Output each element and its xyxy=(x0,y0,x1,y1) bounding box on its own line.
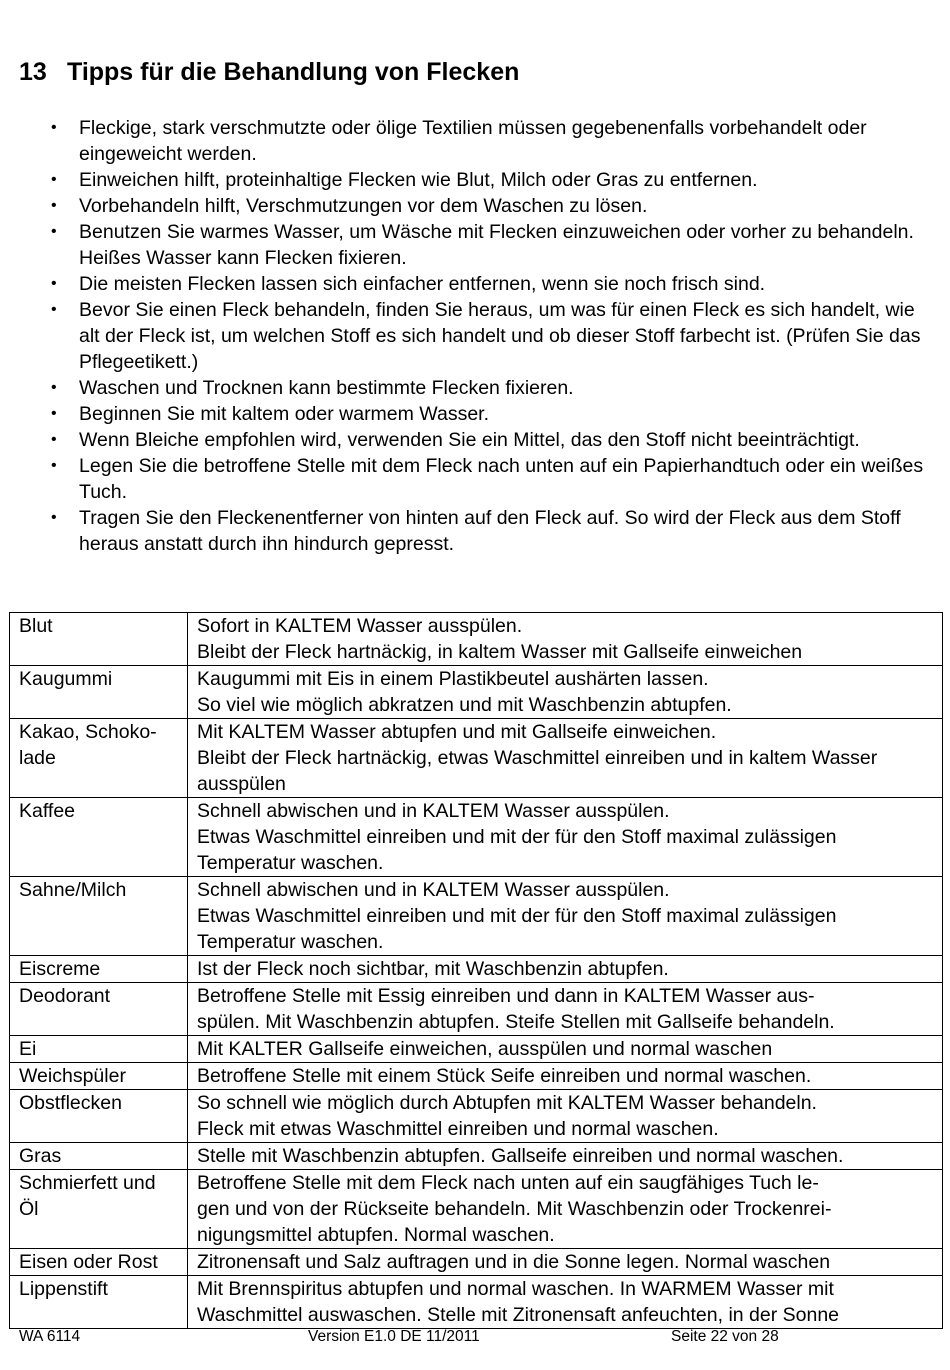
stain-row xyxy=(10,1036,943,1063)
stain-row xyxy=(10,798,943,877)
tip-text: Benutzen Sie warmes Wasser, um Wäsche mit Flecken einzuweichen oder vorher zu behandeln. Heißes Wasser kann Flecken fixieren. xyxy=(79,221,914,269)
tip-item xyxy=(0,115,940,167)
stain-treatment: Stelle mit Waschbenzin abtupfen. Gallseife einreiben und normal waschen. xyxy=(188,1143,943,1170)
stain-name: Eiscreme xyxy=(10,956,188,983)
tips-list xyxy=(0,115,940,557)
page-title xyxy=(19,55,519,89)
stain-treatment: So schnell wie möglich durch Abtupfen mit KALTEM Wasser behandeln. Fleck mit etwas Waschmittel einreiben und normal waschen. xyxy=(188,1090,943,1143)
tip-text: Bevor Sie einen Fleck behandeln, finden Sie heraus, um was für einen Fleck es sich handelt, wie alt der Fleck ist, um welchen Stoff es sich handelt und ob dieser Stoff farbecht ist. (Prüfen Sie das Pflegeetikett.) xyxy=(79,299,921,373)
footer-page-number: Seite 22 von 28 xyxy=(671,1328,779,1345)
stain-name: Ei xyxy=(10,1036,188,1063)
tip-item xyxy=(0,453,940,505)
stain-row xyxy=(10,719,943,798)
bullet-icon: • xyxy=(51,301,57,318)
stain-treatment: Zitronensaft und Salz auftragen und in die Sonne legen. Normal waschen xyxy=(188,1249,943,1276)
stain-name: Deodorant xyxy=(10,983,188,1036)
stain-name: Gras xyxy=(10,1143,188,1170)
stain-treatment: Mit KALTER Gallseife einweichen, ausspülen und normal waschen xyxy=(188,1036,943,1063)
stain-name: Lippenstift xyxy=(10,1276,188,1329)
stain-row xyxy=(10,666,943,719)
stain-treatment: Sofort in KALTEM Wasser ausspülen. Bleibt der Fleck hartnäckig, in kaltem Wasser mit Gallseife einweichen xyxy=(188,613,943,666)
stain-treatment: Schnell abwischen und in KALTEM Wasser ausspülen. Etwas Waschmittel einreiben und mit der für den Stoff maximal zulässigen Temperatur waschen. xyxy=(188,798,943,877)
stain-name: Sahne/Milch xyxy=(10,877,188,956)
section-number: 13 xyxy=(19,58,47,86)
tip-item xyxy=(0,167,940,193)
stain-name: Weichspüler xyxy=(10,1063,188,1090)
stain-treatment: Mit KALTEM Wasser abtupfen und mit Gallseife einweichen. Bleibt der Fleck hartnäckig, etwas Waschmittel einreiben und in kaltem Wasser ausspülen xyxy=(188,719,943,798)
stain-treatment: Kaugummi mit Eis in einem Plastikbeutel aushärten lassen. So viel wie möglich abkratzen und mit Waschbenzin abtupfen. xyxy=(188,666,943,719)
stain-treatment: Betroffene Stelle mit einem Stück Seife einreiben und normal waschen. xyxy=(188,1063,943,1090)
page-footer xyxy=(0,1328,950,1348)
bullet-icon: • xyxy=(51,119,57,136)
stain-name: Kaffee xyxy=(10,798,188,877)
stain-row xyxy=(10,956,943,983)
stain-table xyxy=(9,612,943,1329)
stain-row xyxy=(10,1170,943,1249)
tip-text: Vorbehandeln hilft, Verschmutzungen vor dem Waschen zu lösen. xyxy=(79,195,648,217)
tip-item xyxy=(0,271,940,297)
stain-row xyxy=(10,613,943,666)
tip-item xyxy=(0,427,940,453)
stain-name: Schmierfett und Öl xyxy=(10,1170,188,1249)
stain-treatment: Mit Brennspiritus abtupfen und normal waschen. In WARMEM Wasser mit Waschmittel auswaschen. Stelle mit Zitronensaft anfeuchten, in der Sonne xyxy=(188,1276,943,1329)
tip-text: Legen Sie die betroffene Stelle mit dem Fleck nach unten auf ein Papierhandtuch oder ein weißes Tuch. xyxy=(79,455,924,503)
tip-item xyxy=(0,401,940,427)
tip-text: Einweichen hilft, proteinhaltige Flecken wie Blut, Milch oder Gras zu entfernen. xyxy=(79,169,758,191)
stain-row xyxy=(10,1143,943,1170)
tip-item xyxy=(0,219,940,271)
stain-row xyxy=(10,1249,943,1276)
footer-model: WA 6114 xyxy=(19,1328,81,1345)
tip-item xyxy=(0,505,940,557)
tip-text: Die meisten Flecken lassen sich einfacher entfernen, wenn sie noch frisch sind. xyxy=(79,273,766,295)
stain-name: Eisen oder Rost xyxy=(10,1249,188,1276)
stain-row xyxy=(10,983,943,1036)
bullet-icon: • xyxy=(51,457,57,474)
stain-treatment: Betroffene Stelle mit Essig einreiben und dann in KALTEM Wasser aus- spülen. Mit Waschbenzin abtupfen. Steife Stellen mit Gallseife behandeln. xyxy=(188,983,943,1036)
tip-text: Tragen Sie den Fleckenentferner von hinten auf den Fleck auf. So wird der Fleck aus dem Stoff heraus anstatt durch ihn hindurch gepresst. xyxy=(79,507,901,555)
bullet-icon: • xyxy=(51,509,57,526)
stain-table-body xyxy=(10,613,943,1329)
stain-name: Kaugummi xyxy=(10,666,188,719)
bullet-icon: • xyxy=(51,275,57,292)
stain-name: Blut xyxy=(10,613,188,666)
bullet-icon: • xyxy=(51,171,57,188)
stain-row xyxy=(10,877,943,956)
stain-treatment: Schnell abwischen und in KALTEM Wasser ausspülen. Etwas Waschmittel einreiben und mit der für den Stoff maximal zulässigen Temperatur waschen. xyxy=(188,877,943,956)
tip-item xyxy=(0,297,940,375)
bullet-icon: • xyxy=(51,379,57,396)
tip-item xyxy=(0,375,940,401)
stain-treatment: Ist der Fleck noch sichtbar, mit Waschbenzin abtupfen. xyxy=(188,956,943,983)
bullet-icon: • xyxy=(51,223,57,240)
tip-item xyxy=(0,193,940,219)
stain-name: Kakao, Schoko- lade xyxy=(10,719,188,798)
tip-text: Wenn Bleiche empfohlen wird, verwenden Sie ein Mittel, das den Stoff nicht beeinträchtigt. xyxy=(79,429,860,451)
stain-treatment: Betroffene Stelle mit dem Fleck nach unten auf ein saugfähiges Tuch le- gen und von der Rückseite behandeln. Mit Waschbenzin oder Trockenrei- nigungsmittel abtupfen. Normal waschen. xyxy=(188,1170,943,1249)
tip-text: Waschen und Trocknen kann bestimmte Flecken fixieren. xyxy=(79,377,574,399)
bullet-icon: • xyxy=(51,431,57,448)
section-title: Tipps für die Behandlung von Flecken xyxy=(67,58,520,86)
tip-text: Fleckige, stark verschmutzte oder ölige Textilien müssen gegebenenfalls vorbehandelt oder eingeweicht werden. xyxy=(79,117,867,165)
tip-text: Beginnen Sie mit kaltem oder warmem Wasser. xyxy=(79,403,490,425)
footer-version: Version E1.0 DE 11/2011 xyxy=(308,1328,480,1345)
bullet-icon: • xyxy=(51,405,57,422)
stain-row xyxy=(10,1063,943,1090)
stain-row xyxy=(10,1090,943,1143)
bullet-icon: • xyxy=(51,197,57,214)
stain-row xyxy=(10,1276,943,1329)
stain-name: Obstflecken xyxy=(10,1090,188,1143)
